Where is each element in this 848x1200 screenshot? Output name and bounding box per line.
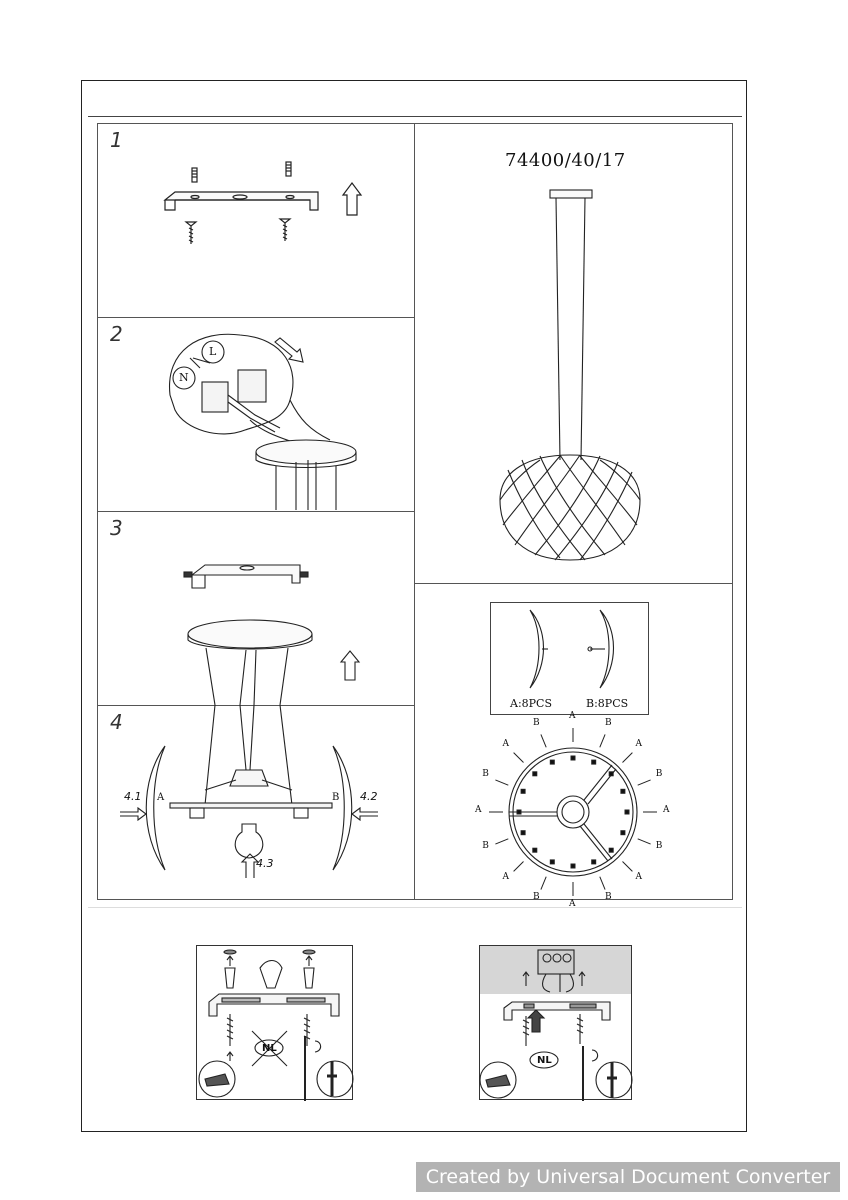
mounting-photo-right xyxy=(479,945,632,1100)
ring-blade-pointer xyxy=(541,734,546,747)
ring-blade-letter: B xyxy=(482,769,489,779)
model-number: 74400/40/17 xyxy=(505,150,626,171)
ring-mount-point xyxy=(521,789,525,793)
ring-blade-pointer xyxy=(638,780,651,785)
ring-blade-letter: A xyxy=(502,871,509,882)
ring-blade-letter: A xyxy=(569,899,576,909)
legend-part-a: A:8PCS xyxy=(510,697,553,710)
ring-blade-pointer xyxy=(623,862,633,872)
ring-blade-pointer xyxy=(623,753,633,763)
ring-mount-point xyxy=(550,760,554,764)
ring-blade-letter: A xyxy=(635,738,642,749)
ring-mount-point xyxy=(621,789,625,793)
ring-mount-point xyxy=(592,860,596,864)
ring-blade-pointer xyxy=(600,877,605,890)
ring-blade-letter: A xyxy=(635,871,642,882)
step4-label-4-3: 4.3 xyxy=(256,857,274,870)
ring-blade-pointer xyxy=(638,839,651,844)
ring-blade-letter: A xyxy=(475,805,482,815)
live-terminal-label: L xyxy=(209,345,217,358)
ring-mount-point xyxy=(571,864,575,868)
converter-watermark: Created by Universal Document Converter xyxy=(416,1162,840,1192)
step-number-4: 4 xyxy=(110,710,123,734)
ring-blade-pointer xyxy=(600,734,605,747)
ring-mount-point xyxy=(517,810,521,814)
ring-mount-point xyxy=(571,756,575,760)
ring-blade-letter: A xyxy=(569,711,576,721)
mounting-photo-right-drawing xyxy=(480,946,633,1101)
ring-blade-letter: A xyxy=(502,738,509,749)
mounting-photo-left-drawing xyxy=(197,946,354,1101)
ring-mount-point xyxy=(533,848,537,852)
step4-letter-b: B xyxy=(332,792,340,803)
ring-blade-pointer xyxy=(495,839,508,844)
step-number-1: 1 xyxy=(110,128,123,152)
ring-mount-point xyxy=(592,760,596,764)
mounting-photo-left xyxy=(196,945,353,1100)
ring-blade-pointer xyxy=(541,877,546,890)
ring-blade-letter: B xyxy=(605,718,612,729)
ring-blade-letter: B xyxy=(482,841,489,851)
step-number-3: 3 xyxy=(110,516,123,540)
ring-blade-letter: B xyxy=(655,769,663,779)
ring-blade-pointer xyxy=(514,862,524,872)
step4-label-4-2: 4.2 xyxy=(360,790,378,803)
step4-letter-a: A xyxy=(157,792,165,803)
photo-left-badge: NL xyxy=(262,1043,277,1054)
ring-blade-letter: B xyxy=(655,841,663,851)
neutral-terminal-label: N xyxy=(179,371,189,384)
ring-blade-letter: A xyxy=(663,805,670,815)
ring-mount-point xyxy=(550,860,554,864)
photo-right-badge: NL xyxy=(537,1055,552,1066)
ring-mount-point xyxy=(621,831,625,835)
ring-mount-point xyxy=(609,772,613,776)
ring-mount-point xyxy=(521,831,525,835)
ring-mount-point xyxy=(609,848,613,852)
step-number-2: 2 xyxy=(110,322,123,346)
ring-mount-point xyxy=(625,810,629,814)
ring-mount-point xyxy=(533,772,537,776)
step4-label-4-1: 4.1 xyxy=(124,790,142,803)
ring-blade-pointer xyxy=(495,780,508,785)
legend-part-b: B:8PCS xyxy=(586,697,629,710)
ring-blade-pointer xyxy=(514,753,524,763)
ring-blade-letter: B xyxy=(533,718,540,729)
ring-blade-letter: B xyxy=(605,891,612,902)
ring-blade-letter: B xyxy=(533,891,540,902)
